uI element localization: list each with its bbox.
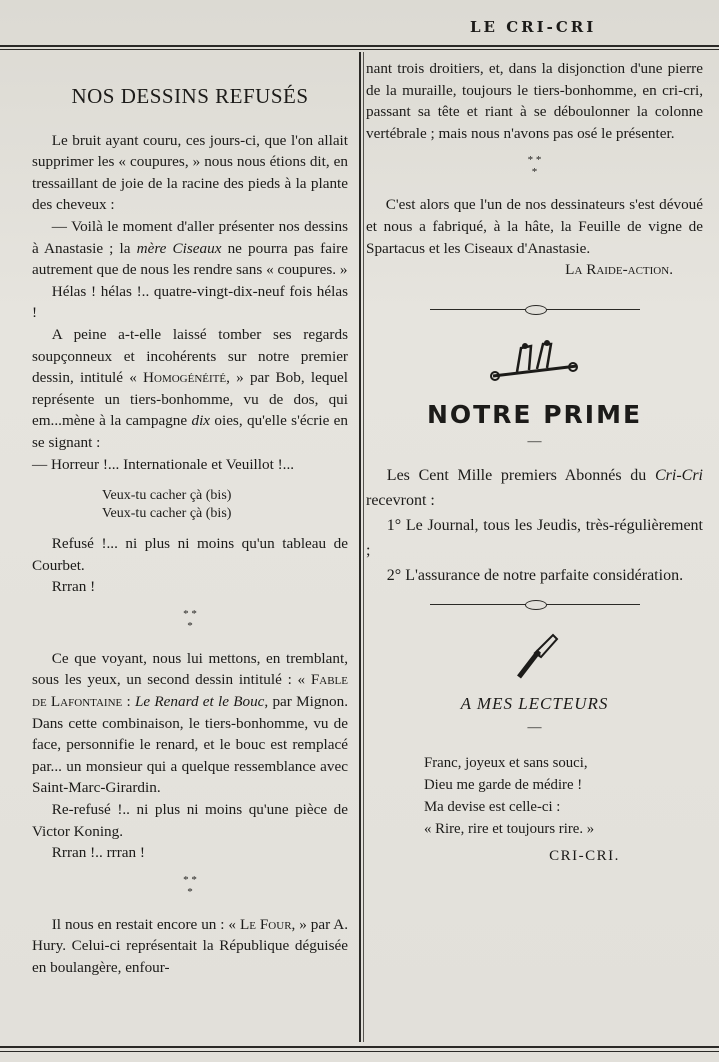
paragraph-11 [32, 914, 348, 979]
text-span: recevront : [366, 491, 435, 509]
text-span: , par Mignon. Dans cette combinaison, le tiers-bonhomme, vu de face, personnifie le renard, et le bouc est remplacé par... un monsieur qui a quelque ressemblance avec Saint-Marc-Girardin. [32, 693, 348, 797]
poem-line: « Rire, rire et toujours rire. » [424, 821, 595, 838]
text-span: Ce que voyant, nous lui mettons, en tremblant, sous les yeux, un second dessin intitulé : « [32, 649, 348, 689]
dessinateur-paragraph: C'est alors que l'un de nos dessinateurs s'est dévoué et nous a fabriqué, à la hâte, la Feuille de vigne de Spartacus et les Ciseaux d'Anastasie. [366, 196, 703, 257]
continuation-paragraph: nant trois droitiers, et, dans la disjonction d'une pierre de la muraille, toujours le tiers-bonhomme, en cri-cri, passant sa tête et riant à se déboulonner la colonne vertébrale ; mais nous n'avons pas osé le présenter. [366, 60, 703, 142]
prime-item-1: 1° Le Journal, tous les Jeudis, très-régulièrement ; [366, 516, 703, 559]
prime-item-2: 2° L'assurance de notre parfaite considération. [386, 566, 684, 584]
text-span: oies, qu'elle s'écrie en se signant : [32, 412, 348, 451]
song-lines [102, 487, 348, 523]
asterism-1: * * * [183, 607, 197, 632]
prime-intro [366, 463, 703, 513]
text-span: A peine a-t-elle laissé tomber ses regards soupçonneux et incohérents sur notre premier dessin, intitulé « [32, 325, 348, 387]
paragraph-1: Le bruit ayant couru, ces jours-ci, que l'on allait supprimer les « coupures, » nous nous étions dit, en tressaillant de joie de la racine des pieds à la plante des cheveux : [32, 131, 348, 214]
italic-span: Le Renard et le Bouc [134, 693, 265, 711]
separator-knot [525, 305, 547, 315]
paragraph-2 [32, 216, 348, 281]
poem-line: Franc, joyeux et sans souci, [424, 755, 588, 772]
paragraph-8 [32, 648, 348, 799]
asterism-3: * * * [527, 154, 542, 179]
column-divider [359, 52, 361, 1042]
prime-title: NOTRE PRIME [426, 399, 643, 429]
ornament-separator-icon [430, 604, 640, 605]
razor-emblem-icon [505, 627, 565, 683]
bottom-rule [0, 1046, 719, 1048]
masthead-title: LE CRI-CRI [470, 18, 597, 36]
paragraph-5: — Horreur !... Internationale et Veuillot !... [32, 455, 295, 473]
italic-span: mère Ciseaux [136, 239, 222, 257]
scissors-emblem-icon [485, 336, 585, 386]
paragraph-9: Re-refusé !.. ni plus ni moins qu'une pièce de Victor Koning. [32, 801, 348, 840]
signature: La Raide-action. [565, 261, 673, 279]
paragraph-4 [32, 324, 348, 454]
text-span: Il nous en restait encore un : « [51, 915, 240, 933]
italic-span: Cri-Cri [654, 466, 703, 484]
lecteurs-heading: A MES LECTEURS [460, 693, 609, 713]
paragraph-3: Hélas ! hélas !.. quatre-vingt-dix-neuf fois hélas ! [32, 282, 348, 322]
song-line-2: Veux-tu cacher çà (bis) [102, 506, 232, 522]
smallcaps-span: Fable de Lafontaine [32, 671, 348, 711]
poem-line: Ma devise est celle-ci : [424, 799, 561, 816]
paragraph-10: Rrran !.. rrran ! [51, 844, 145, 862]
bottom-rule-thin [0, 1051, 719, 1052]
text-span: , » par Bob, lequel représente un tiers-bonhomme, vu de dos, qui em...mène à la campagne [32, 369, 348, 430]
text-span: — Voilà le moment d'aller présenter nos dessins à Anastasie ; la [32, 217, 348, 257]
song-line-1: Veux-tu cacher çà (bis) [102, 488, 232, 504]
top-rule [0, 45, 719, 47]
smallcaps-span: Le Four [239, 915, 292, 933]
paragraph-7: Rrran ! [51, 578, 96, 596]
text-span: ne pourra pas faire autrement que de nous les rendre sans « coupures. » [32, 239, 348, 279]
top-rule-thin [0, 49, 719, 50]
poem-line: Dieu me garde de médire ! [424, 777, 583, 794]
text-span: Les Cent Mille premiers Abonnés du [386, 466, 655, 484]
column-divider-thin [363, 52, 364, 1042]
italic-span: dix [191, 412, 211, 430]
article-heading: NOS DESSINS REFUSÉS [71, 84, 309, 108]
left-column [32, 58, 348, 979]
text-span: , » par A. Hury. Celui-ci représentait la République déguisée en boulangère, enfour- [32, 915, 348, 976]
asterism-2: * * * [183, 873, 197, 898]
poem-signature: CRI-CRI. [549, 848, 620, 865]
smallcaps-span: Homogénéité [143, 369, 227, 387]
poem [424, 752, 703, 840]
dash-divider: — [527, 719, 542, 735]
right-column [366, 58, 703, 868]
masthead [0, 14, 719, 44]
dash-divider: — [527, 434, 542, 450]
paragraph-6: Refusé !... ni plus ni moins qu'un tableau de Courbet. [32, 535, 348, 574]
ornament-separator-icon [430, 309, 640, 310]
separator-knot [525, 600, 547, 610]
text-span: : [122, 693, 135, 711]
